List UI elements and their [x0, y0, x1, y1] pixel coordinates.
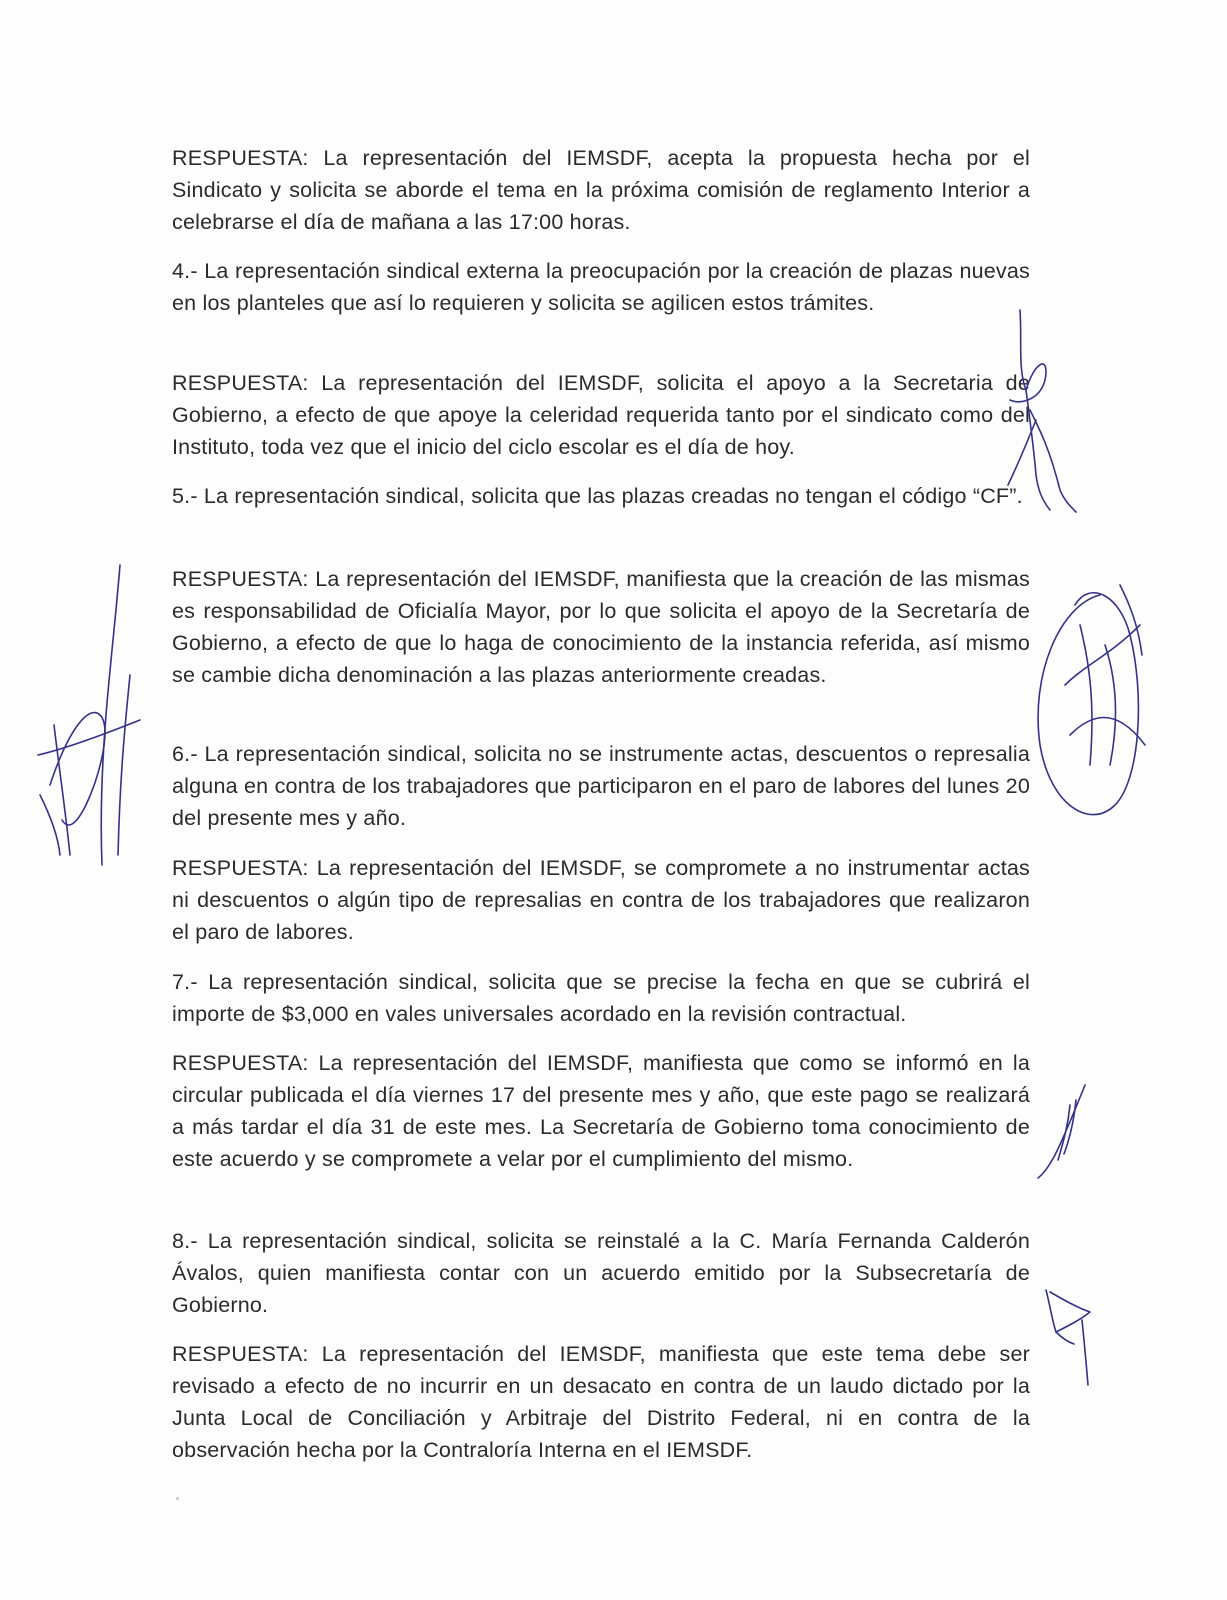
scan-speck — [176, 1497, 179, 1500]
signature-left-margin — [30, 555, 150, 875]
paragraph-item-8: 8.- La representación sindical, solicita se reinstalé a la C. María Fernanda Calderón Ávalos, quien manifiesta contar con un acuerdo emitido por la Subsecretaría de Gobierno. — [172, 1229, 1030, 1317]
paragraph-respuesta-6: RESPUESTA: La representación del IEMSDF, se compromete a no instrumentar actas ni descuentos o algún tipo de represalias en contra de los trabajadores que realizaron el paro de labores. — [172, 856, 1030, 944]
signature-right-small — [1030, 1080, 1090, 1180]
paragraph-item-7: 7.- La representación sindical, solicita que se precise la fecha en que se cubrirá el importe de $3,000 en vales universales acordado en la revisión contractual. — [172, 970, 1030, 1026]
paragraph-respuesta-5: RESPUESTA: La representación del IEMSDF, manifiesta que la creación de las mismas es responsabilidad de Oficialía Mayor, por lo que solicita el apoyo de la Secretaría de Gobierno, a efecto de que lo haga de conocimiento de la instancia referida, así mismo se cambie dicha denominación a las plazas anteriormente creadas. — [172, 567, 1030, 687]
paragraph-respuesta-4: RESPUESTA: La representación del IEMSDF, solicita el apoyo a la Secretaria de Gobierno, a efecto de que apoye la celeridad requerida tanto por el sindicato como del Instituto, toda vez que el inicio del ciclo escolar es el día de hoy. — [172, 371, 1030, 459]
paragraph-item-4: 4.- La representación sindical externa la preocupación por la creación de plazas nuevas en los planteles que así lo requieren y solicita se agilicen estos trámites. — [172, 259, 1030, 315]
paragraph-item-5: 5.- La representación sindical, solicita que las plazas creadas no tengan el código “CF”. — [172, 484, 1023, 508]
paragraph-respuesta-3: RESPUESTA: La representación del IEMSDF, acepta la propuesta hecha por el Sindicato y solicita se aborde el tema en la próxima comisión de reglamento Interior a celebrarse el día de mañana a las 17:00 horas. — [172, 146, 1030, 234]
paragraph-respuesta-7: RESPUESTA: La representación del IEMSDF, manifiesta que como se informó en la circular publicada el día viernes 17 del presente mes y año, que este pago se realizará a más tardar el día 31 de este mes. La Secretaría de Gobierno toma conocimiento de este acuerdo y se compromete a velar por el cumplimiento del mismo. — [172, 1051, 1030, 1171]
paragraph-respuesta-8: RESPUESTA: La representación del IEMSDF, manifiesta que este tema debe ser revisado a efecto de no incurrir en un desacato en contra de un laudo dictado por la Junta Local de Conciliación y Arbitraje del Distrito Federal, ni en contra de la observación hecha por la Contraloría Interna en el IEMSDF. — [172, 1342, 1030, 1462]
signature-right-bottom — [1038, 1280, 1098, 1390]
signature-right-middle — [1020, 565, 1160, 835]
signature-right-top — [990, 300, 1080, 520]
paragraph-item-6: 6.- La representación sindical, solicita no se instrumente actas, descuentos o represalia alguna en contra de los trabajadores que participaron en el paro de labores del lunes 20 del presente mes y año. — [172, 742, 1030, 830]
